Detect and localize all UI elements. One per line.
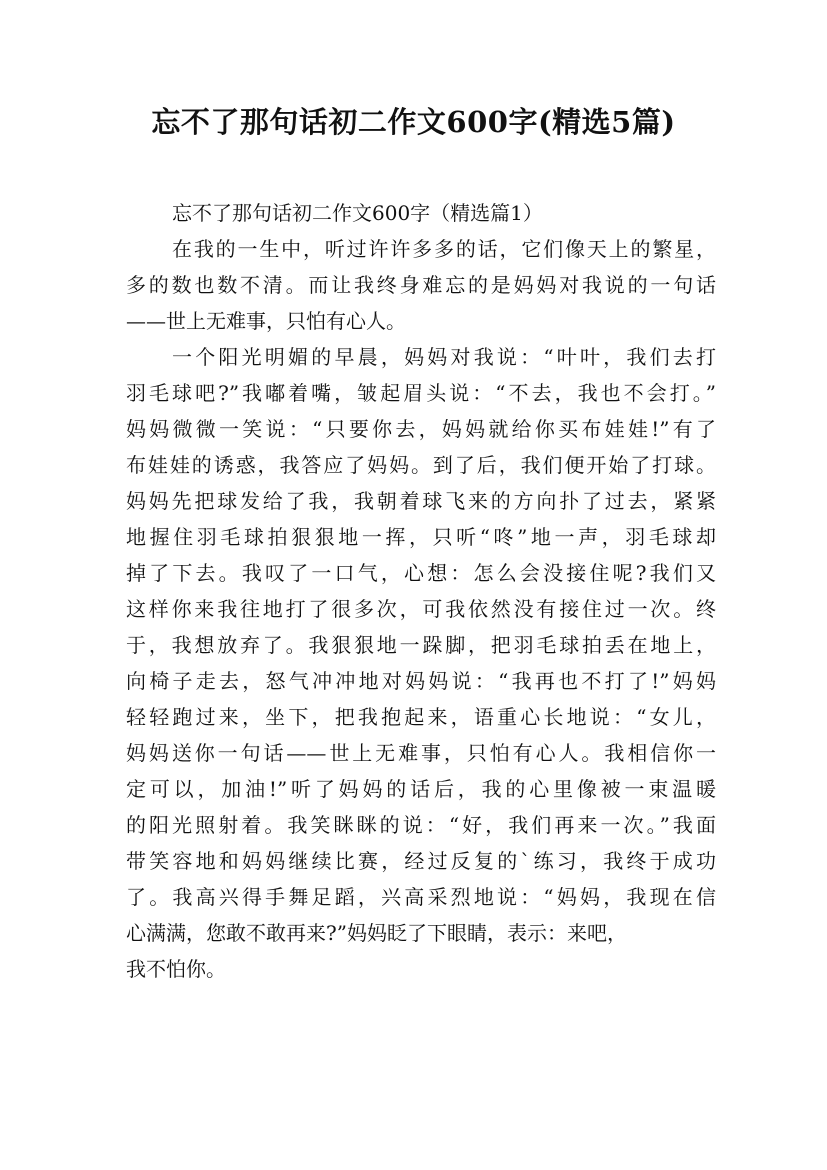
paragraph-2-line-5: 妈妈先把球发给了我，我朝着球飞来的方向扑了过去，紧紧 <box>126 489 716 513</box>
paragraph-2-line-4: 布娃娃的诱惑，我答应了妈妈。到了后，我们便开始了打球。 <box>126 453 716 477</box>
paragraph-2-line-10: 向椅子走去，怒气冲冲地对妈妈说：“我再也不打了!”妈妈 <box>126 669 716 693</box>
paragraph-1-line-3: ——世上无难事，只怕有心人。 <box>126 309 406 333</box>
paragraph-2-line-8: 这样你来我往地打了很多次，可我依然没有接住过一次。终 <box>126 597 716 621</box>
paragraph-2-line-14: 的阳光照射着。我笑眯眯的说：“好，我们再来一次。”我面 <box>126 813 716 837</box>
paragraph-1-line-2: 多的数也数不清。而让我终身难忘的是妈妈对我说的一句话 <box>126 273 716 297</box>
paragraph-1-line-1: 在我的一生中，听过许许多多的话，它们像天上的繁星， <box>172 237 716 261</box>
paragraph-2-line-17: 心满满，您敢不敢再来?”妈妈眨了下眼睛，表示：来吧， <box>126 921 627 945</box>
paragraph-2-line-16: 了。我高兴得手舞足蹈，兴高采烈地说：“妈妈，我现在信 <box>126 885 716 909</box>
paragraph-2-line-2: 羽毛球吧?”我嘟着嘴，皱起眉头说：“不去，我也不会打。” <box>126 381 716 405</box>
paragraph-2-line-1: 一个阳光明媚的早晨，妈妈对我说：“叶叶，我们去打 <box>172 345 716 369</box>
paragraph-2-line-18: 我不怕你。 <box>126 957 226 981</box>
section-heading: 忘不了那句话初二作文600字（精选篇1） <box>172 201 543 225</box>
paragraph-2-line-15: 带笑容地和妈妈继续比赛，经过反复的`练习，我终于成功 <box>126 849 716 873</box>
document-title: 忘不了那句话初二作文600字(精选5篇) <box>151 105 676 139</box>
document-body <box>126 195 716 987</box>
paragraph-2-line-7: 掉了下去。我叹了一口气，心想：怎么会没接住呢?我们又 <box>126 561 716 585</box>
paragraph-2-line-12: 妈妈送你一句话——世上无难事，只怕有心人。我相信你一 <box>126 741 716 765</box>
paragraph-2-line-9: 于，我想放弃了。我狠狠地一跺脚，把羽毛球拍丢在地上， <box>126 633 716 657</box>
paragraph-2-line-3: 妈妈微微一笑说：“只要你去，妈妈就给你买布娃娃!”有了 <box>126 417 716 441</box>
paragraph-2-line-11: 轻轻跑过来，坐下，把我抱起来，语重心长地说：“女儿， <box>126 705 716 729</box>
paragraph-2-line-13: 定可以，加油!”听了妈妈的话后，我的心里像被一束温暖 <box>126 777 716 801</box>
paragraph-2-line-6: 地握住羽毛球拍狠狠地一挥，只听“咚”地一声，羽毛球却 <box>126 525 716 549</box>
